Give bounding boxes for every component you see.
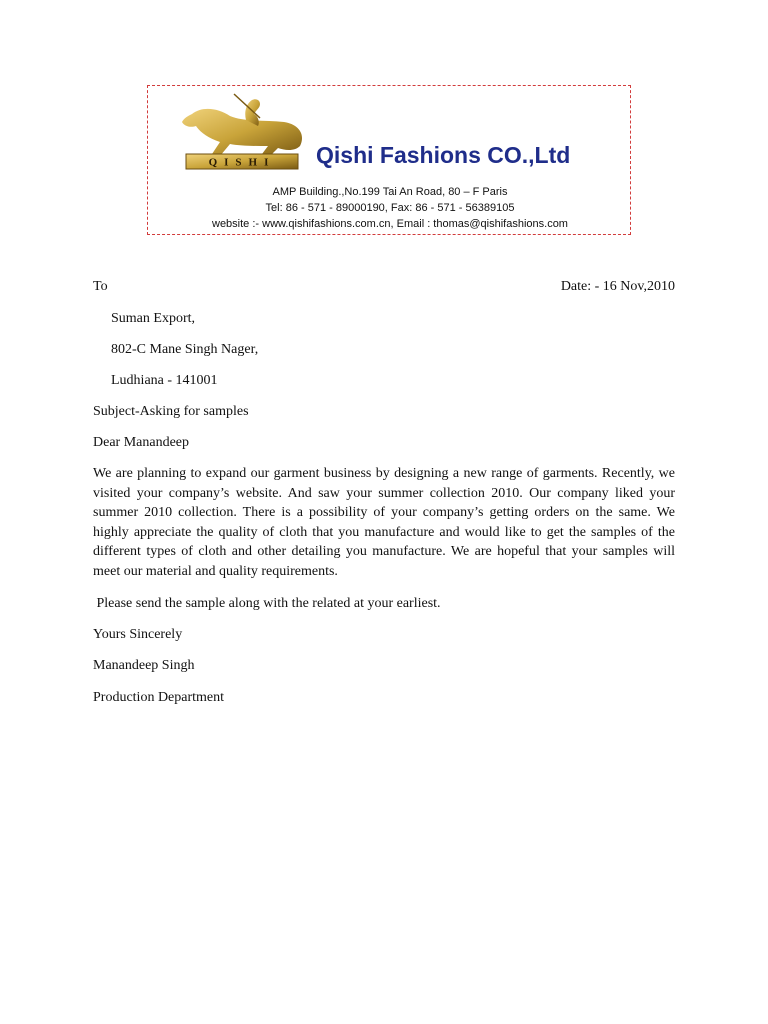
letter-date: Date: - 16 Nov,2010 (560, 279, 675, 294)
company-phone-fax: Tel: 86 - 571 - 89000190, Fax: 86 - 571 - 56389105 (265, 202, 515, 214)
letterhead (147, 85, 631, 235)
signatory-name: Manandeep Singh (93, 658, 195, 673)
recipient-name: Suman Export, (111, 311, 195, 326)
signatory-department: Production Department (93, 690, 225, 705)
to-label: To (93, 279, 108, 294)
company-address: AMP Building.,No.199 Tai An Road, 80 – F Paris (272, 186, 508, 198)
request-paragraph: Please send the sample along with the related at your earliest. (93, 596, 441, 611)
salutation: Dear Manandeep (93, 435, 190, 450)
horse-rider-logo-icon (174, 92, 310, 170)
company-web-email: website :- www.qishifashions.com.cn, Email : thomas@qishifashions.com (212, 218, 568, 230)
company-name: Qishi Fashions CO.,Ltd (316, 142, 571, 168)
closing: Yours Sincerely (93, 627, 183, 642)
recipient-address-line-2: Ludhiana - 141001 (111, 373, 218, 388)
logo-text: QISHI (208, 156, 276, 169)
letter-body-paragraph: We are planning to expand our garment business by designing a new range of garments. Recently, we visited your company’s website. And saw your summer collection 2010. Our company liked your summer 2010 collection. There is a possibility of your company’s getting orders on the same. We highly appreciate the quality of cloth that you manufacture and would like to get the samples of the different types of cloth and other detailing you manufacture. We are hopeful that your samples will meet our material and quality requirements. (93, 466, 675, 579)
recipient-address-line-1: 802-C Mane Singh Nager, (111, 342, 259, 357)
letter-subject: Subject-Asking for samples (93, 404, 249, 419)
